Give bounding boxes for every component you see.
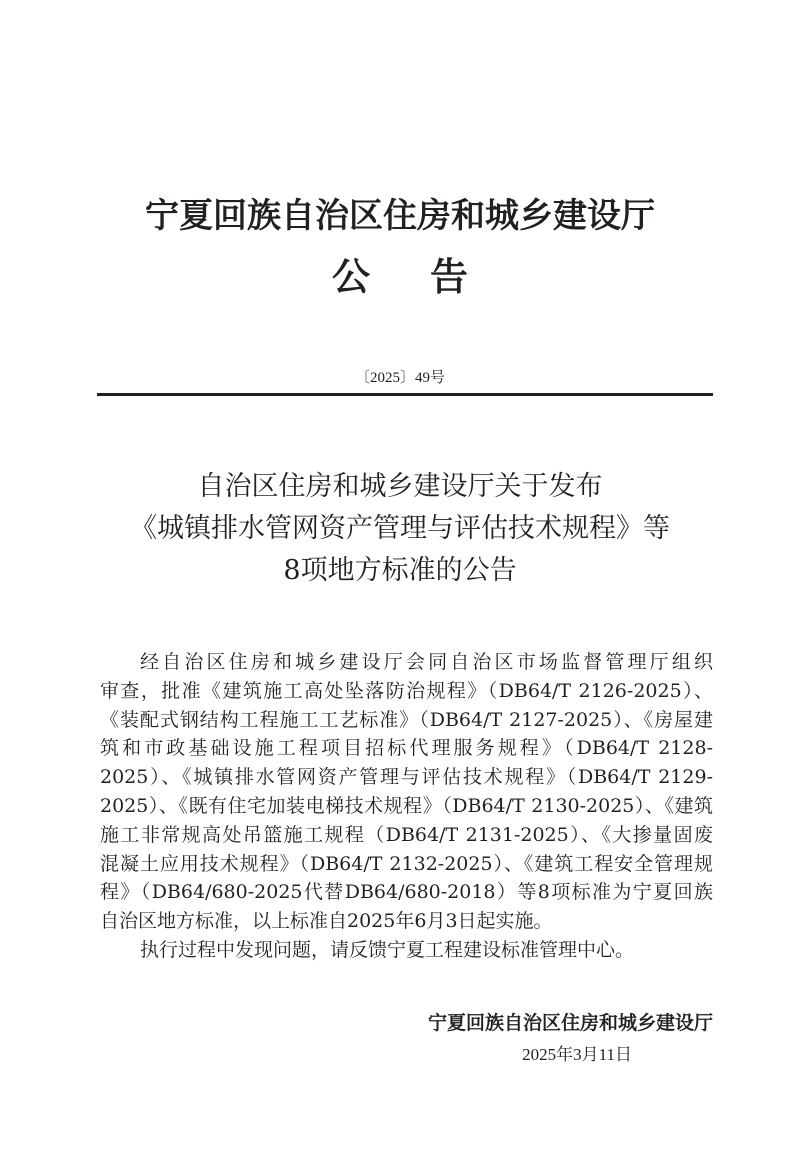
body-line: 《装配式钢结构工程施工工艺标准》（DB64/T 2127-2025）、《房屋建 bbox=[100, 708, 713, 731]
body-line: 执行过程中发现问题，请反馈宁夏工程建设标准管理中心。 bbox=[140, 938, 635, 961]
body-line: 施工非常规高处吊篮施工规程（DB64/T 2131-2025）、《大掺量固废 bbox=[100, 823, 713, 846]
signature-issuer: 宁夏回族自治区住房和城乡建设厅 bbox=[427, 1012, 713, 1034]
body-line: 自治区地方标准，以上标准自2025年6月3日起实施。 bbox=[100, 910, 553, 933]
body-line: 2025）、《既有住宅加装电梯技术规程》（DB64/T 2130-2025）、《建筑 bbox=[100, 794, 713, 817]
body-line: 审查，批准《建筑施工高处坠落防治规程》（DB64/T 2126-2025）、 bbox=[100, 679, 713, 702]
body-line: 程》（DB64/680-2025代替DB64/680-2018）等8项标准为宁夏回族 bbox=[100, 881, 713, 904]
announcement-body bbox=[100, 648, 713, 965]
body-line: 混凝土应用技术规程》（DB64/T 2132-2025）、《建筑工程安全管理规 bbox=[100, 852, 713, 875]
body-line: 筑和市政基础设施工程项目招标代理服务规程》（DB64/T 2128- bbox=[100, 737, 713, 760]
document-type-heading: 公告 bbox=[331, 254, 528, 299]
document-number: 〔2025〕49号 bbox=[354, 370, 445, 386]
body-line: 经自治区住房和城乡建设厅会同自治区市场监督管理厅组织 bbox=[140, 651, 713, 673]
signature-date: 2025年3月11日 bbox=[522, 1045, 632, 1064]
header-divider bbox=[97, 393, 713, 396]
body-line: 2025）、《城镇排水管网资产管理与评估技术规程》（DB64/T 2129- bbox=[100, 766, 713, 789]
issuing-organization-heading: 宁夏回族自治区住房和城乡建设厅 bbox=[145, 196, 655, 236]
title-line: 《城镇排水管网资产管理与评估技术规程》等 bbox=[130, 513, 670, 544]
title-line: 自治区住房和城乡建设厅关于发布 bbox=[197, 471, 603, 502]
announcement-title bbox=[0, 466, 800, 592]
title-line: 8项地方标准的公告 bbox=[283, 555, 517, 586]
